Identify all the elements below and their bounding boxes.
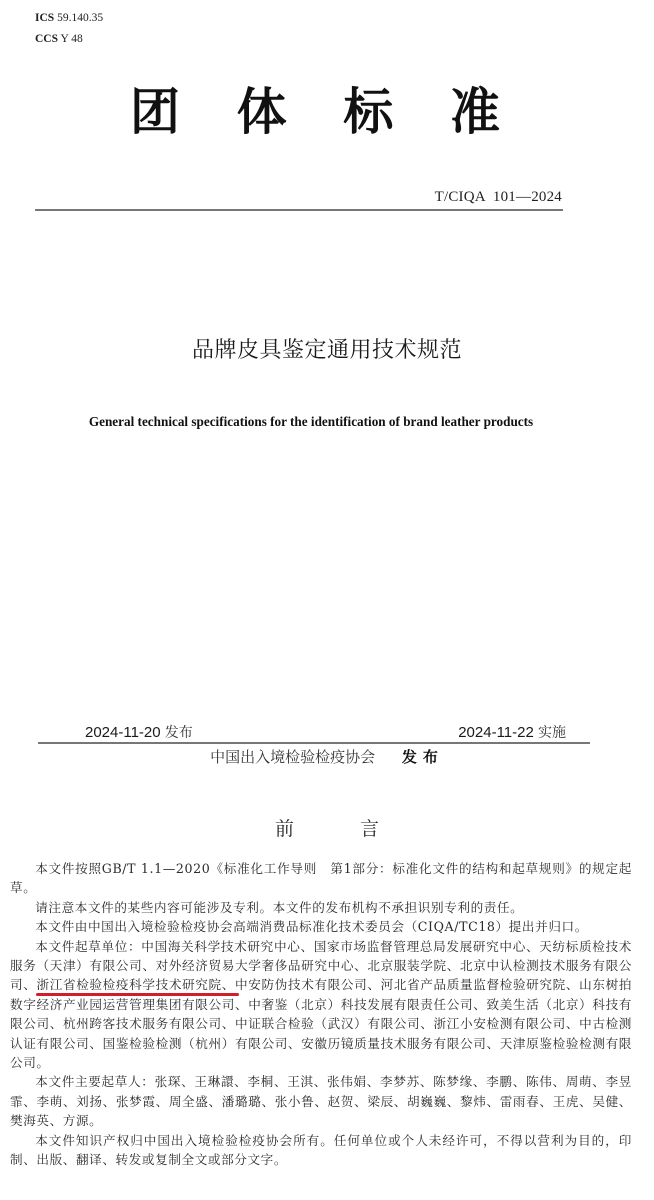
highlighted-unit: 浙江省检验检疫科学技术研究院、 <box>36 977 236 993</box>
date-rule <box>38 742 590 744</box>
publisher-action: 发布 <box>401 748 444 766</box>
implement-suffix: 实施 <box>538 725 566 741</box>
foreword-paragraph: 本文件主要起草人：张琛、王琳譞、李桐、王淇、张伟娟、李梦苏、陈梦缘、李鹏、陈伟、周萌、李昱霏、李萌、刘扬、张梦霞、周全盛、潘璐璐、张小鲁、赵贺、梁辰、胡巍巍、黎炜、雷雨春、王虎、吴健、樊海英、方源。 <box>10 1074 632 1129</box>
publish-date-line <box>85 722 193 742</box>
publisher-line <box>0 746 654 767</box>
ics-label: ICS <box>35 12 55 24</box>
title-char: 团 <box>130 83 180 141</box>
drafting-units-text: 中安防伪技术有限公司、河北省产品质量监督检验研究院、山东树拍数字经济产业园运营管理集团有限公司、中奢鉴（北京）科技发展有限责任公司、致美生活（北京）科技有限公司、杭州跨客技术服务有限公司、中证联合检验（武汉）有限公司、浙江小安检测有限公司、中古检测认证有限公司、国鉴检验检测（杭州）有限公司、安徽历镜质量技术服务有限公司、天津原鉴检验检测有限公司。 <box>10 977 633 1071</box>
title-char: 标 <box>343 83 394 141</box>
header-rule <box>35 209 563 211</box>
title-char: 准 <box>449 83 500 141</box>
ics-value: 59.140.35 <box>57 12 104 24</box>
foreword-paragraph: 本文件由中国出入境检验检疫协会高端消费品标准化技术委员会（CIQA/TC18）提出并归口。 <box>35 919 588 935</box>
foreword-paragraph: 本文件按照GB/T 1.1—2020《标准化工作导则 第1部分：标准化文件的结构和起草规则》的规定起草。 <box>10 861 632 896</box>
document-title-en: General technical specifications for the identification of brand leather products <box>88 414 534 429</box>
publisher-name: 中国出入境检验检疫协会 <box>210 748 376 766</box>
publish-date: 2024-11-20 <box>85 724 161 741</box>
ccs-code <box>35 33 83 45</box>
foreword-paragraph: 请注意本文件的某些内容可能涉及专利。本文件的发布机构不承担识别专利的责任。 <box>35 899 524 915</box>
foreword-title <box>0 814 654 841</box>
foreword-paragraph: 本文件知识产权归中国出入境检验检疫协会所有。任何单位或个人未经许可，不得以营利为目的，印制、出版、翻译、转发或复制全文或部分文字。 <box>10 1132 632 1168</box>
document-title-cn: 品牌皮具鉴定通用技术规范 <box>191 338 462 363</box>
implement-date: 2024-11-22 <box>458 724 534 741</box>
foreword-title-char: 前 <box>274 818 294 840</box>
standard-type-title <box>130 82 500 142</box>
ics-code <box>35 12 103 24</box>
foreword-title-char: 言 <box>360 818 380 840</box>
publish-suffix: 发布 <box>164 725 193 741</box>
title-char: 体 <box>236 83 287 141</box>
implement-date-line <box>458 722 566 742</box>
drafting-units-text: 本文件起草单位：中国海关科学技术研究中心、国家市场监督管理总局发展研究中心、天纺标质检技术服务（天津）有限公司、对外经济贸易大学奢侈品研究中心、北京服装学院、北京中认检测技术服务有限公司、 <box>10 938 632 993</box>
foreword-paragraph-drafting-units <box>10 937 632 1073</box>
standard-code: T/CIQA 101—2024 <box>434 189 562 205</box>
ccs-label: CCS <box>35 33 59 45</box>
ccs-value: Y 48 <box>60 33 83 45</box>
foreword-body <box>10 859 632 1170</box>
